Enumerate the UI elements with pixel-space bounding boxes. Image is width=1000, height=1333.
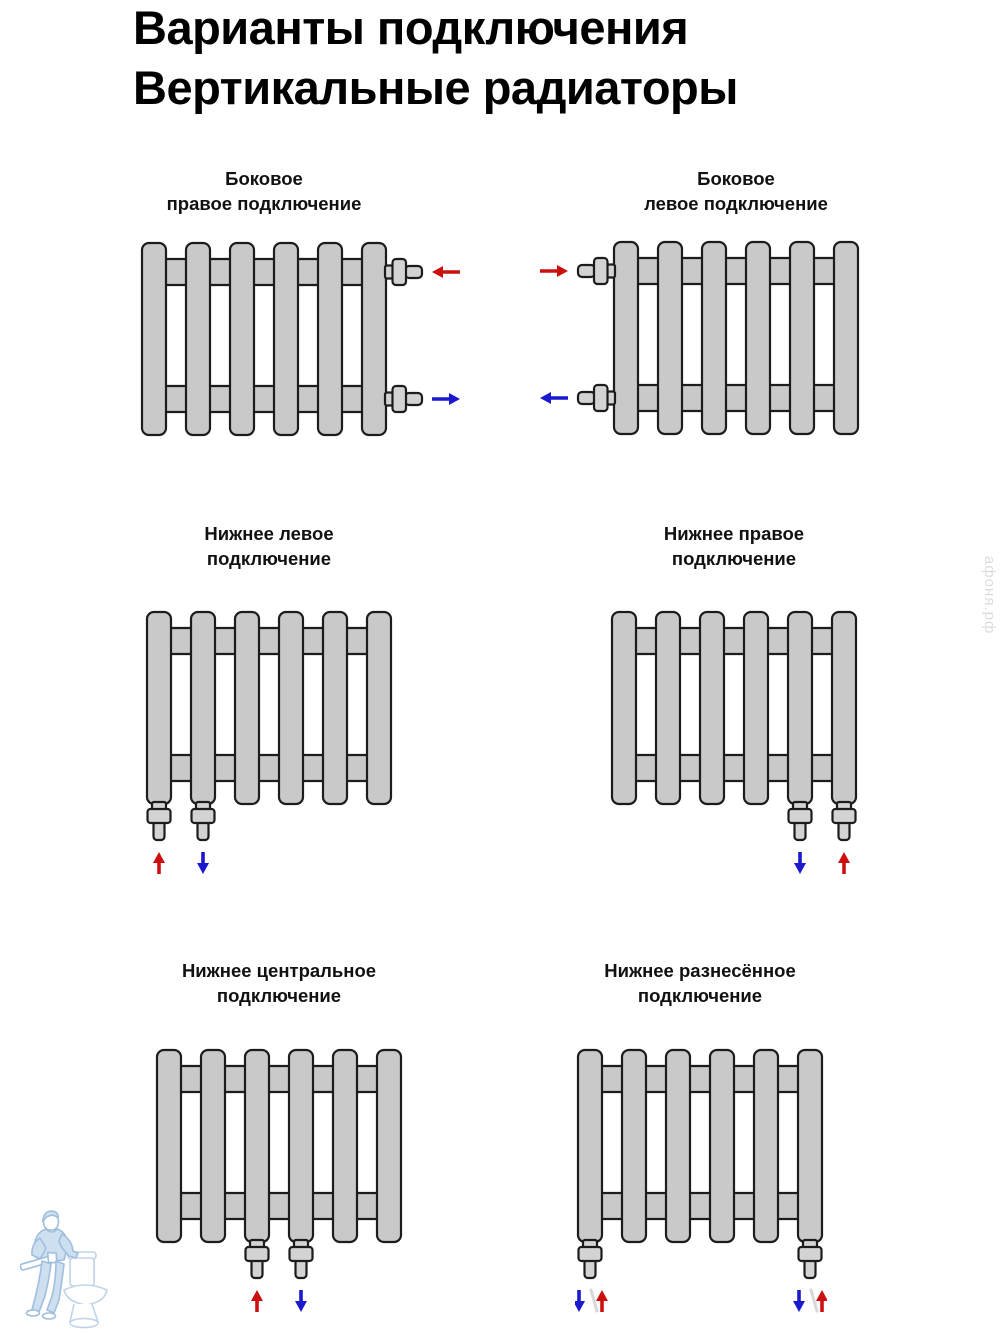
radiator-body bbox=[614, 242, 858, 434]
diagram-art-bottom-center bbox=[154, 1047, 406, 1328]
bottom-valve bbox=[789, 802, 812, 840]
page-title-line1: Варианты подключения bbox=[133, 1, 689, 54]
return-arrow bbox=[575, 1290, 585, 1312]
side-right-figure bbox=[139, 240, 474, 442]
bottom-center-figure bbox=[154, 1047, 406, 1323]
return-arrow bbox=[540, 392, 568, 404]
page-title bbox=[133, 0, 738, 118]
diagram-title-bottom-left bbox=[99, 521, 439, 571]
bottom-valve bbox=[799, 1240, 822, 1278]
brand-watermark-text: афоня.рф bbox=[981, 556, 998, 635]
flow-slash bbox=[591, 1290, 597, 1311]
side-valve bbox=[578, 258, 615, 284]
bottom-valve bbox=[833, 802, 856, 840]
diagram-art-side-left bbox=[521, 239, 861, 446]
diagram-title-bottom-spread bbox=[530, 958, 870, 1008]
supply-arrow bbox=[540, 265, 568, 277]
supply-arrow bbox=[838, 852, 850, 874]
bottom-left-figure bbox=[144, 609, 396, 885]
diagram-title-line: Нижнее центральное bbox=[181, 960, 377, 981]
bottom-valve bbox=[290, 1240, 313, 1278]
diagram-art-side-right bbox=[139, 240, 474, 447]
diagram-title-line: Нижнее правое bbox=[663, 523, 805, 544]
diagram-title-line: подключение bbox=[216, 985, 342, 1006]
bottom-spread-figure bbox=[575, 1047, 827, 1323]
diagram-title-line: Боковое bbox=[225, 168, 303, 189]
side-valve bbox=[385, 259, 422, 285]
side-left-figure bbox=[521, 239, 861, 441]
supply-arrow bbox=[432, 266, 460, 278]
plumber-with-toilet-icon bbox=[18, 1208, 110, 1332]
return-arrow bbox=[295, 1290, 307, 1312]
radiator-body bbox=[142, 243, 386, 435]
diagram-title-line: левое подключение bbox=[644, 193, 828, 214]
plumber-logo-watermark bbox=[18, 1208, 110, 1333]
page-title-line2: Вертикальные радиаторы bbox=[133, 61, 738, 114]
diagram-title-bottom-right bbox=[564, 521, 904, 571]
supply-arrow bbox=[153, 852, 165, 874]
return-arrow bbox=[794, 852, 806, 874]
diagram-title-line: подключение bbox=[637, 985, 763, 1006]
return-arrow bbox=[432, 393, 460, 405]
diagram-title-line: Нижнее разнесённое bbox=[604, 960, 796, 981]
return-arrow bbox=[793, 1290, 805, 1312]
diagram-title-side-right bbox=[94, 166, 434, 216]
diagram-title-line: Боковое bbox=[697, 168, 775, 189]
diagram-title-line: правое подключение bbox=[166, 193, 362, 214]
diagram-title-line: Нижнее левое bbox=[204, 523, 334, 544]
radiator-body bbox=[578, 1050, 822, 1242]
bottom-valve bbox=[579, 1240, 602, 1278]
radiator-body bbox=[612, 612, 856, 804]
bottom-valve bbox=[246, 1240, 269, 1278]
diagram-title-side-left bbox=[566, 166, 906, 216]
radiator-body bbox=[147, 612, 391, 804]
radiator-body bbox=[157, 1050, 401, 1242]
side-valve bbox=[385, 386, 422, 412]
side-valve bbox=[578, 385, 615, 411]
diagram-art-bottom-right bbox=[609, 609, 861, 890]
diagram-title-bottom-center bbox=[109, 958, 449, 1008]
return-arrow bbox=[197, 852, 209, 874]
diagram-title-line: подключение bbox=[206, 548, 332, 569]
supply-arrow bbox=[251, 1290, 263, 1312]
bottom-right-figure bbox=[609, 609, 861, 885]
diagram-art-bottom-spread bbox=[575, 1047, 827, 1328]
bottom-valve bbox=[148, 802, 171, 840]
diagram-art-bottom-left bbox=[144, 609, 396, 890]
diagram-title-line: подключение bbox=[671, 548, 797, 569]
bottom-valve bbox=[192, 802, 215, 840]
flow-slash bbox=[811, 1290, 817, 1311]
